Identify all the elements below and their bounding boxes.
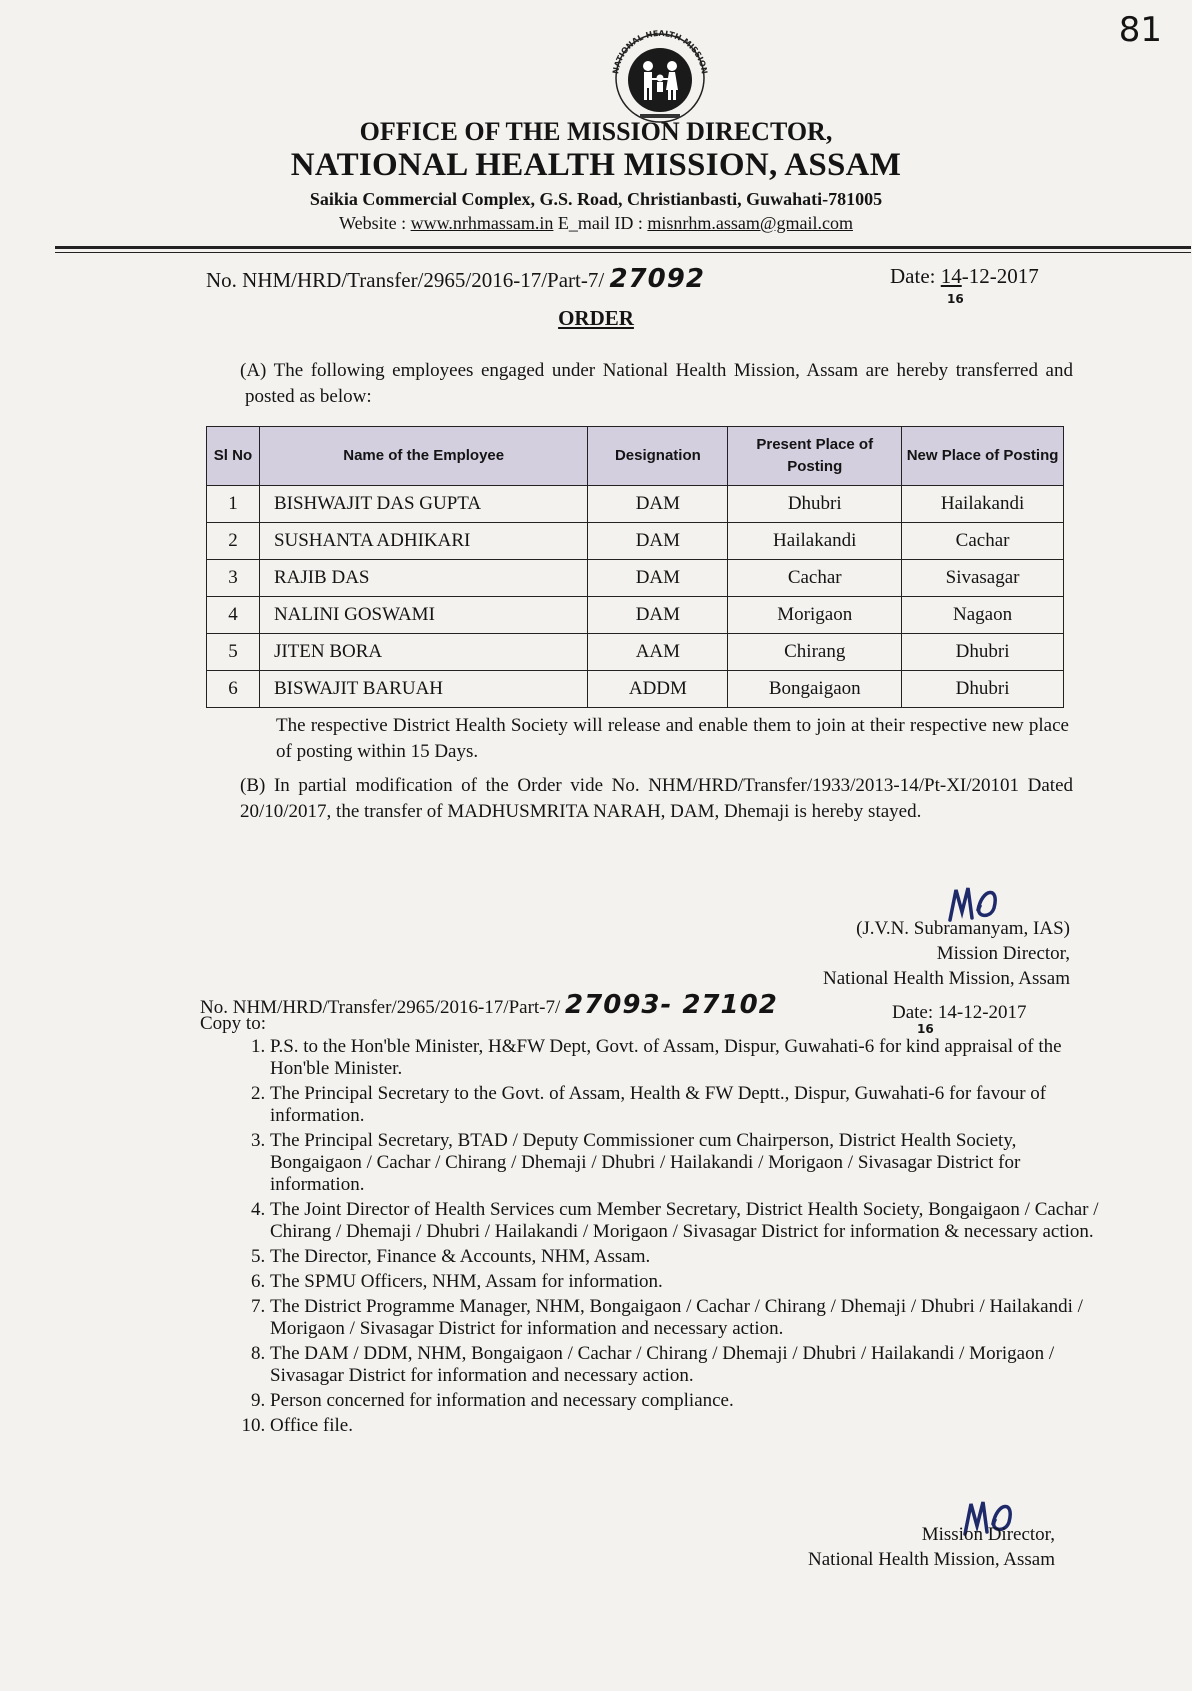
- header-rule-thin: [55, 252, 1191, 253]
- cell-sl: 3: [207, 560, 260, 597]
- website-link[interactable]: www.nrhmassam.in: [410, 213, 554, 233]
- table-row: [207, 486, 1064, 523]
- copy-ref-number: No. NHM/HRD/Transfer/2965/2016-17/Part-7/: [200, 997, 561, 1018]
- order-date: [890, 264, 1039, 289]
- signatory-org: National Health Mission, Assam: [823, 968, 1070, 989]
- cell-new: Dhubri: [902, 634, 1064, 671]
- cell-present: Morigaon: [728, 597, 902, 634]
- paragraph-b: [240, 773, 1073, 825]
- cell-designation: AAM: [588, 634, 728, 671]
- col-header-name: Name of the Employee: [259, 427, 588, 486]
- cell-name: BISWAJIT BARUAH: [259, 671, 588, 708]
- order-date-day: 14: [940, 264, 962, 288]
- cell-name: SUSHANTA ADHIKARI: [259, 523, 588, 560]
- order-date-rest: -12-2017: [961, 264, 1039, 288]
- email-label: E_mail ID :: [553, 213, 648, 233]
- list-item: 5. The Director, Finance & Accounts, NHM, Assam.: [270, 1246, 1106, 1268]
- contact-line: [0, 213, 1192, 234]
- cell-new: Cachar: [902, 523, 1064, 560]
- organization-heading: NATIONAL HEALTH MISSION, ASSAM: [290, 147, 902, 183]
- cell-name: RAJIB DAS: [259, 560, 588, 597]
- copy-list: [230, 1036, 1106, 1440]
- order-title: ORDER: [558, 306, 634, 330]
- cell-present: Chirang: [728, 634, 902, 671]
- copy-date-rest: -12-2017: [956, 1002, 1027, 1023]
- table-row: [207, 671, 1064, 708]
- signatory-name: (J.V.N. Subramanyam, IAS): [856, 918, 1070, 939]
- paragraph-b-text: In partial modification of the Order vide No. NHM/HRD/Transfer/1933/2013-14/Pt-XI/20101 Dated 20/10/2017, the transfer of MADHUSMRITA NARAH, DAM, Dhemaji is hereby stayed.: [240, 775, 1074, 822]
- table-header-row: [207, 427, 1064, 486]
- paragraph-a-label: (A): [240, 360, 267, 381]
- cell-name: JITEN BORA: [259, 634, 588, 671]
- copy-date: [892, 1002, 1027, 1024]
- order-ref-handwritten: 27092: [609, 264, 705, 294]
- svg-text:NATIONAL HEALTH MISSION: NATIONAL HEALTH MISSION: [611, 28, 709, 75]
- signatory-title: Mission Director,: [936, 943, 1070, 964]
- office-heading: OFFICE OF THE MISSION DIRECTOR,: [359, 117, 833, 146]
- list-item: 6. The SPMU Officers, NHM, Assam for information.: [270, 1271, 1106, 1293]
- cell-sl: 5: [207, 634, 260, 671]
- cell-sl: 6: [207, 671, 260, 708]
- copy-reference: [200, 990, 778, 1020]
- transfer-table: [206, 426, 1064, 708]
- copy-date-day: 14: [937, 1002, 957, 1023]
- closing-signatory-title: Mission Director,: [921, 1524, 1055, 1545]
- cell-new: Hailakandi: [902, 486, 1064, 523]
- cell-present: Bongaigaon: [728, 671, 902, 708]
- paragraph-a: [240, 358, 1073, 410]
- col-header-sl: Sl No: [207, 427, 260, 486]
- list-item: 2. The Principal Secretary to the Govt. of Assam, Health & FW Deptt., Dispur, Guwahati-6 for favour of information.: [270, 1083, 1106, 1127]
- list-item: 10. Office file.: [270, 1415, 1106, 1437]
- closing-signatory-block: [700, 1522, 1055, 1572]
- cell-present: Hailakandi: [728, 523, 902, 560]
- col-header-new: New Place of Posting: [902, 427, 1064, 486]
- nhm-logo: [600, 18, 720, 126]
- order-date-handwritten: 16: [947, 292, 964, 306]
- col-header-designation: Designation: [588, 427, 728, 486]
- list-item: 7. The District Programme Manager, NHM, Bongaigaon / Cachar / Chirang / Dhemaji / Dhubri / Hailakandi / Morigaon / Sivasagar District for information and necessary action.: [270, 1296, 1106, 1340]
- cell-designation: DAM: [588, 597, 728, 634]
- cell-present: Cachar: [728, 560, 902, 597]
- cell-sl: 1: [207, 486, 260, 523]
- email-link[interactable]: misnrhm.assam@gmail.com: [647, 213, 853, 233]
- table-row: [207, 523, 1064, 560]
- address-line: Saikia Commercial Complex, G.S. Road, Christianbasti, Guwahati-781005: [309, 189, 883, 209]
- header-rule: [55, 246, 1191, 249]
- list-item: 9. Person concerned for information and necessary compliance.: [270, 1390, 1106, 1412]
- cell-new: Dhubri: [902, 671, 1064, 708]
- list-item: 4. The Joint Director of Health Services cum Member Secretary, District Health Society, Bongaigaon / Cachar / Chirang / Dhemaji / Dhubri / Hailakandi / Morigaon / Sivasagar District for information & necessary action.: [270, 1199, 1106, 1243]
- paragraph-b-label: (B): [240, 775, 266, 796]
- copy-ref-handwritten: 27093- 27102: [565, 990, 778, 1020]
- cell-name: BISHWAJIT DAS GUPTA: [259, 486, 588, 523]
- copy-date-label: Date:: [892, 1002, 938, 1023]
- cell-designation: DAM: [588, 523, 728, 560]
- list-item: 8. The DAM / DDM, NHM, Bongaigaon / Cachar / Chirang / Dhemaji / Dhubri / Hailakandi / Morigaon / Sivasagar District for information and necessary action.: [270, 1343, 1106, 1387]
- cell-present: Dhubri: [728, 486, 902, 523]
- order-reference: [206, 264, 705, 294]
- signatory-block: [800, 916, 1070, 991]
- cell-sl: 4: [207, 597, 260, 634]
- cell-new: Sivasagar: [902, 560, 1064, 597]
- paragraph-a-text: The following employees engaged under National Health Mission, Assam are hereby transferred and posted as below:: [245, 360, 1073, 407]
- cell-designation: ADDM: [588, 671, 728, 708]
- list-item: 1. P.S. to the Hon'ble Minister, H&FW Dept, Govt. of Assam, Dispur, Guwahati-6 for kind appraisal of the Hon'ble Minister.: [270, 1036, 1106, 1080]
- order-ref-number: No. NHM/HRD/Transfer/2965/2016-17/Part-7/: [206, 268, 605, 292]
- order-date-label: Date:: [890, 264, 941, 288]
- cell-sl: 2: [207, 523, 260, 560]
- page-number: 81: [1118, 10, 1162, 50]
- copy-date-handwritten: 16: [917, 1022, 934, 1036]
- closing-signatory-org: National Health Mission, Assam: [808, 1549, 1055, 1570]
- table-row: [207, 560, 1064, 597]
- cell-name: NALINI GOSWAMI: [259, 597, 588, 634]
- table-row: [207, 597, 1064, 634]
- cell-designation: DAM: [588, 486, 728, 523]
- paragraph-society: The respective District Health Society will release and enable them to join at their respective new place of posting within 15 Days.: [276, 715, 1069, 762]
- website-label: Website :: [339, 213, 411, 233]
- list-item: 3. The Principal Secretary, BTAD / Deputy Commissioner cum Chairperson, District Health Society, Bongaigaon / Cachar / Chirang / Dhemaji / Dhubri / Hailakandi / Morigaon / Sivasagar District for information.: [270, 1130, 1106, 1196]
- cell-new: Nagaon: [902, 597, 1064, 634]
- col-header-present: Present Place of Posting: [728, 427, 902, 486]
- table-row: [207, 634, 1064, 671]
- copy-to-label: Copy to:: [200, 1013, 266, 1034]
- cell-designation: DAM: [588, 560, 728, 597]
